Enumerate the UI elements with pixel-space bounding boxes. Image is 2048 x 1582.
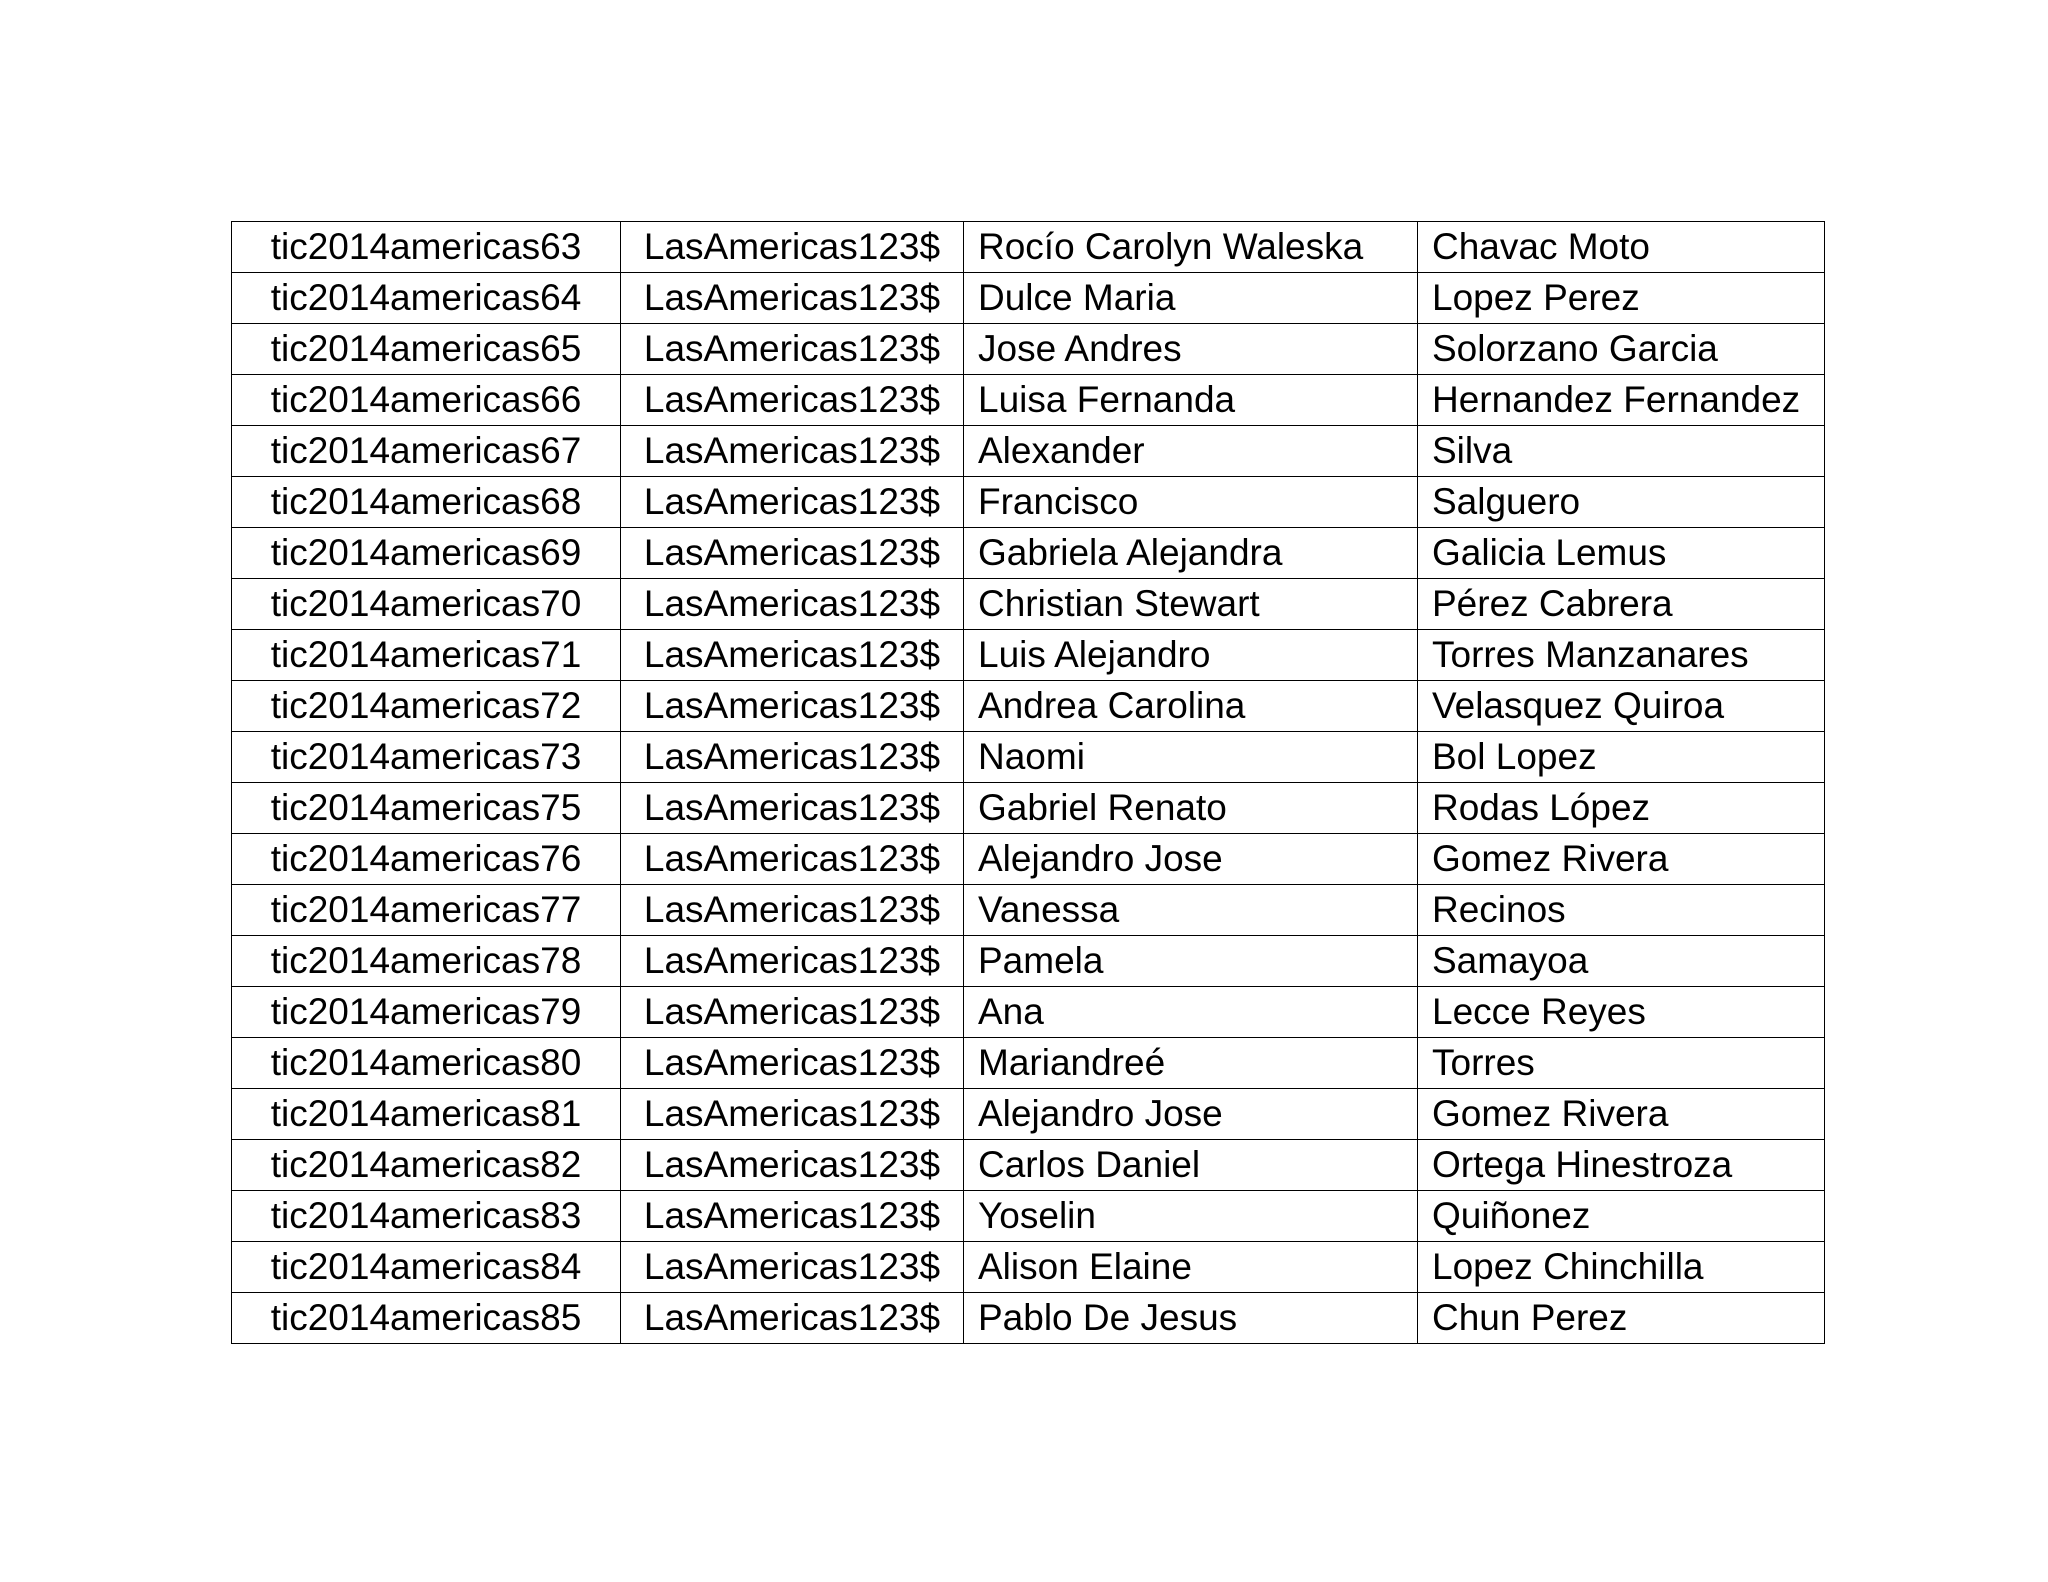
table-row — [232, 1191, 1825, 1242]
last-name-cell: Gomez Rivera — [1418, 834, 1825, 885]
username-cell: tic2014americas66 — [232, 375, 621, 426]
last-name-cell: Salguero — [1418, 477, 1825, 528]
first-name-cell: Andrea Carolina — [964, 681, 1418, 732]
username-cell: tic2014americas75 — [232, 783, 621, 834]
first-name-cell: Francisco — [964, 477, 1418, 528]
password-cell: LasAmericas123$ — [621, 987, 964, 1038]
last-name-cell: Rodas López — [1418, 783, 1825, 834]
table-row — [232, 1140, 1825, 1191]
first-name-cell: Alejandro Jose — [964, 834, 1418, 885]
table-row — [232, 987, 1825, 1038]
username-cell: tic2014americas83 — [232, 1191, 621, 1242]
username-cell: tic2014americas82 — [232, 1140, 621, 1191]
first-name-cell: Carlos Daniel — [964, 1140, 1418, 1191]
last-name-cell: Ortega Hinestroza — [1418, 1140, 1825, 1191]
table-row — [232, 426, 1825, 477]
username-cell: tic2014americas65 — [232, 324, 621, 375]
table-row — [232, 273, 1825, 324]
first-name-cell: Alejandro Jose — [964, 1089, 1418, 1140]
table-row — [232, 885, 1825, 936]
username-cell: tic2014americas76 — [232, 834, 621, 885]
last-name-cell: Chun Perez — [1418, 1293, 1825, 1344]
username-cell: tic2014americas73 — [232, 732, 621, 783]
first-name-cell: Rocío Carolyn Waleska — [964, 222, 1418, 273]
table-row — [232, 375, 1825, 426]
password-cell: LasAmericas123$ — [621, 936, 964, 987]
username-cell: tic2014americas63 — [232, 222, 621, 273]
table-row — [232, 1293, 1825, 1344]
first-name-cell: Gabriel Renato — [964, 783, 1418, 834]
first-name-cell: Vanessa — [964, 885, 1418, 936]
username-cell: tic2014americas79 — [232, 987, 621, 1038]
last-name-cell: Galicia Lemus — [1418, 528, 1825, 579]
first-name-cell: Gabriela Alejandra — [964, 528, 1418, 579]
last-name-cell: Torres Manzanares — [1418, 630, 1825, 681]
first-name-cell: Mariandreé — [964, 1038, 1418, 1089]
last-name-cell: Solorzano Garcia — [1418, 324, 1825, 375]
last-name-cell: Lopez Perez — [1418, 273, 1825, 324]
first-name-cell: Yoselin — [964, 1191, 1418, 1242]
password-cell: LasAmericas123$ — [621, 783, 964, 834]
password-cell: LasAmericas123$ — [621, 528, 964, 579]
first-name-cell: Jose Andres — [964, 324, 1418, 375]
password-cell: LasAmericas123$ — [621, 1293, 964, 1344]
username-cell: tic2014americas81 — [232, 1089, 621, 1140]
last-name-cell: Silva — [1418, 426, 1825, 477]
password-cell: LasAmericas123$ — [621, 426, 964, 477]
table-row — [232, 783, 1825, 834]
username-cell: tic2014americas78 — [232, 936, 621, 987]
first-name-cell: Alexander — [964, 426, 1418, 477]
password-cell: LasAmericas123$ — [621, 1038, 964, 1089]
username-cell: tic2014americas68 — [232, 477, 621, 528]
last-name-cell: Samayoa — [1418, 936, 1825, 987]
password-cell: LasAmericas123$ — [621, 681, 964, 732]
username-cell: tic2014americas84 — [232, 1242, 621, 1293]
last-name-cell: Hernandez Fernandez — [1418, 375, 1825, 426]
first-name-cell: Luis Alejandro — [964, 630, 1418, 681]
credentials-table-body — [232, 222, 1825, 1344]
username-cell: tic2014americas77 — [232, 885, 621, 936]
last-name-cell: Pérez Cabrera — [1418, 579, 1825, 630]
password-cell: LasAmericas123$ — [621, 222, 964, 273]
last-name-cell: Velasquez Quiroa — [1418, 681, 1825, 732]
password-cell: LasAmericas123$ — [621, 375, 964, 426]
last-name-cell: Chavac Moto — [1418, 222, 1825, 273]
last-name-cell: Quiñonez — [1418, 1191, 1825, 1242]
table-row — [232, 477, 1825, 528]
table-row — [232, 528, 1825, 579]
last-name-cell: Lecce Reyes — [1418, 987, 1825, 1038]
password-cell: LasAmericas123$ — [621, 273, 964, 324]
username-cell: tic2014americas67 — [232, 426, 621, 477]
password-cell: LasAmericas123$ — [621, 1140, 964, 1191]
username-cell: tic2014americas85 — [232, 1293, 621, 1344]
password-cell: LasAmericas123$ — [621, 732, 964, 783]
password-cell: LasAmericas123$ — [621, 1089, 964, 1140]
table-row — [232, 936, 1825, 987]
first-name-cell: Christian Stewart — [964, 579, 1418, 630]
first-name-cell: Ana — [964, 987, 1418, 1038]
password-cell: LasAmericas123$ — [621, 834, 964, 885]
first-name-cell: Naomi — [964, 732, 1418, 783]
password-cell: LasAmericas123$ — [621, 579, 964, 630]
table-row — [232, 222, 1825, 273]
password-cell: LasAmericas123$ — [621, 630, 964, 681]
table-row — [232, 732, 1825, 783]
table-row — [232, 579, 1825, 630]
table-row — [232, 1038, 1825, 1089]
password-cell: LasAmericas123$ — [621, 324, 964, 375]
last-name-cell: Torres — [1418, 1038, 1825, 1089]
table-row — [232, 630, 1825, 681]
last-name-cell: Lopez Chinchilla — [1418, 1242, 1825, 1293]
first-name-cell: Pamela — [964, 936, 1418, 987]
username-cell: tic2014americas80 — [232, 1038, 621, 1089]
first-name-cell: Pablo De Jesus — [964, 1293, 1418, 1344]
table-row — [232, 324, 1825, 375]
first-name-cell: Dulce Maria — [964, 273, 1418, 324]
credentials-table — [231, 221, 1825, 1344]
last-name-cell: Recinos — [1418, 885, 1825, 936]
last-name-cell: Bol Lopez — [1418, 732, 1825, 783]
password-cell: LasAmericas123$ — [621, 1191, 964, 1242]
table-row — [232, 681, 1825, 732]
password-cell: LasAmericas123$ — [621, 477, 964, 528]
username-cell: tic2014americas72 — [232, 681, 621, 732]
username-cell: tic2014americas70 — [232, 579, 621, 630]
last-name-cell: Gomez Rivera — [1418, 1089, 1825, 1140]
first-name-cell: Alison Elaine — [964, 1242, 1418, 1293]
first-name-cell: Luisa Fernanda — [964, 375, 1418, 426]
username-cell: tic2014americas69 — [232, 528, 621, 579]
table-row — [232, 834, 1825, 885]
username-cell: tic2014americas71 — [232, 630, 621, 681]
password-cell: LasAmericas123$ — [621, 1242, 964, 1293]
table-row — [232, 1089, 1825, 1140]
password-cell: LasAmericas123$ — [621, 885, 964, 936]
table-row — [232, 1242, 1825, 1293]
username-cell: tic2014americas64 — [232, 273, 621, 324]
